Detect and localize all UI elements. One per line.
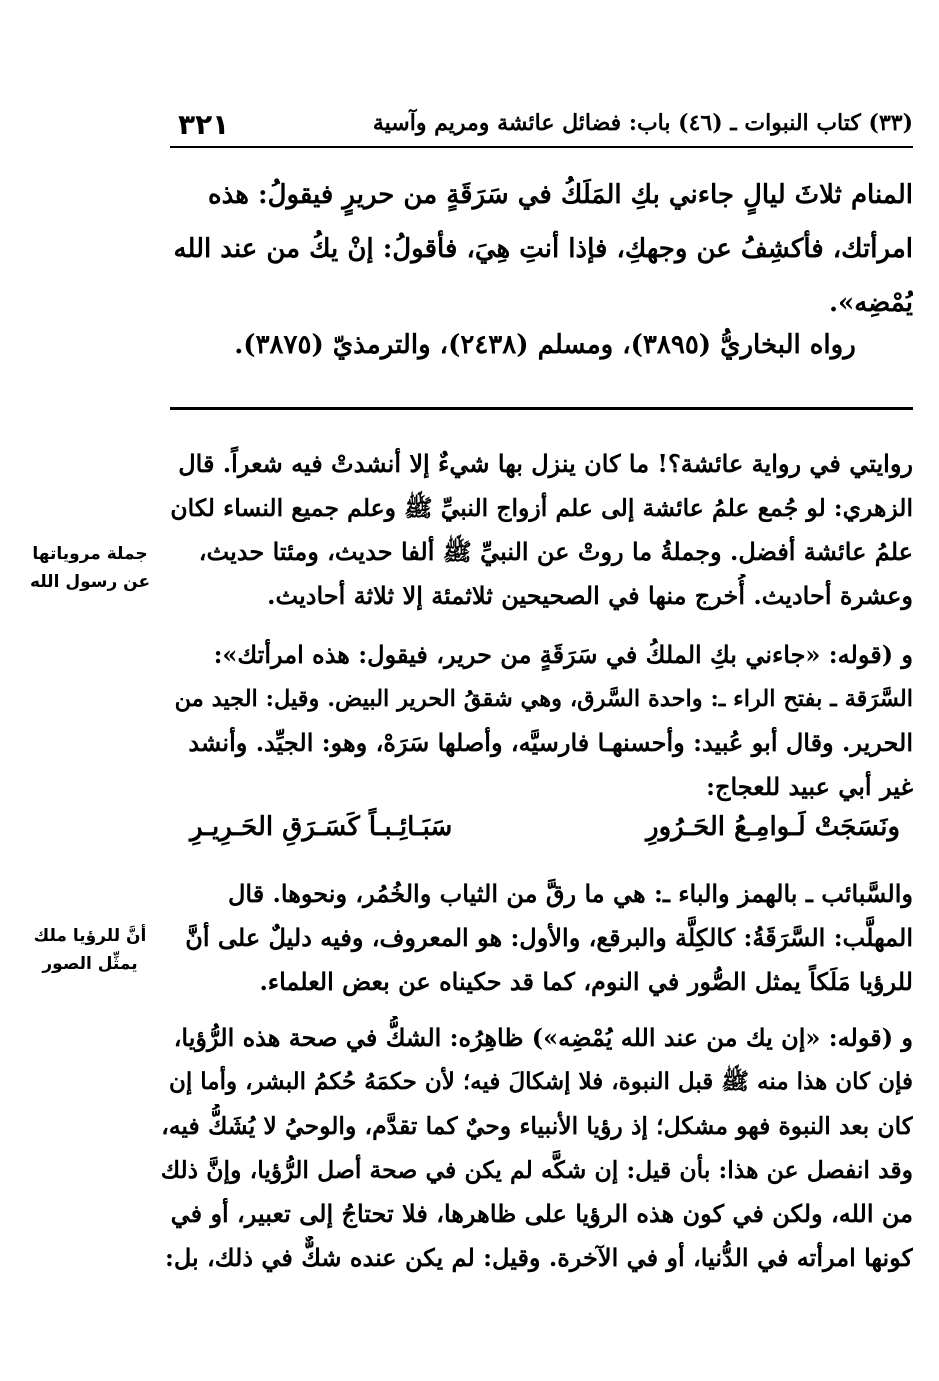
hadith-line: يُمْضِه». — [828, 288, 913, 318]
text-line: والسَّبائب ـ بالهمز والباء ـ: هي ما رقَّ من الثياب والخُمُر، ونحوها. قال — [227, 879, 913, 908]
hadith-line: المنام ثلاثَ ليالٍ جاءني بكِ المَلَكُ في سَرَقَةٍ من حريرٍ فيقولُ: هذه — [207, 180, 913, 210]
header-rule — [170, 146, 913, 148]
text-line: السَّرَقة ـ بفتح الراء ـ: واحدة السَّرق، وهي شققُ الحرير البيض. وقيل: الجيد من — [174, 686, 913, 712]
running-head: (٣٣) كتاب النبوات ـ (٤٦) باب: فضائل عائشة ومريم وآسية — [372, 110, 913, 136]
margin-note-dream-angel — [20, 922, 160, 978]
section-separator — [170, 407, 913, 410]
text-line: غير أبي عبيد للعجاج: — [706, 772, 913, 801]
commentary-paragraph-4 — [160, 1016, 913, 1280]
text-line: روايتي في رواية عائشة؟! ما كان ينزل بها شيءٌ إلا أنشدتْ فيه شعراً. قال — [178, 449, 913, 478]
commentary-paragraph-2 — [160, 633, 913, 809]
page-header — [170, 104, 913, 144]
poem-hemistich-1: ونَسَجَتْ لَـوامِـعُ الحَـرُورِ — [646, 812, 900, 842]
margin-note-line: عن رسول الله — [29, 572, 151, 592]
hadith-text — [160, 168, 913, 330]
text-line: و (قوله: «جاءني بكِ الملكُ في سَرَقَةٍ من حرير، فيقول: هذه امرأتك»: — [213, 640, 913, 669]
margin-note-line: أنَّ للرؤيا ملك — [33, 926, 147, 946]
text-line: كونها امرأته في الدُّنيا، أو في الآخرة. وقيل: لم يكن عنده شكٌّ في ذلك، بل: — [164, 1243, 913, 1272]
margin-note-line: جملة مروياتها — [32, 544, 148, 564]
hadith-line: امرأتك، فأكشِفُ عن وجهكِ، فإذا أنتِ هِيَ، فأقولُ: إنْ يكُ من عند الله — [173, 234, 913, 264]
poem-hemistich-2: سَبَـائِـبـاً كَسَـرَقِ الحَـرِيـرِ — [190, 812, 453, 842]
text-line: علمُ عائشة أفضل. وجملةُ ما روتْ عن النبيِّ ﷺ ألفا حديث، ومئتا حديث، — [198, 537, 913, 566]
commentary-paragraph-3 — [160, 872, 913, 1004]
text-line: للرؤيا مَلَكاً يمثل الصُّور في النوم، كما قد حكيناه عن بعض العلماء. — [259, 967, 913, 996]
text-line: كان بعد النبوة فهو مشكل؛ إذ رؤيا الأنبياء وحيٌ كما تقدَّم، والوحيُ لا يُشَكُّ فيه، — [161, 1112, 913, 1140]
text-line: فإن كان هذا منه ﷺ قبل النبوة، فلا إشكالَ فيه؛ لأن حكمَهُ حُكمُ البشر، وأما إن — [168, 1068, 913, 1095]
text-line: من الله، ولكن في كون هذه الرؤيا على ظاهرها، فلا تحتاجُ إلى تعبير، أو في — [170, 1199, 913, 1228]
text-line: و (قوله: «إن يك من عند الله يُمْضِه») ظاهِرُه: الشكُّ في صحة هذه الرُّؤيا، — [173, 1023, 913, 1052]
page-number: ٣٢١ — [178, 108, 230, 141]
commentary-paragraph-1 — [160, 442, 913, 618]
text-line: المهلَّب: السَّرَقَةُ: كالكِلَّة والبرقع، والأول: هو المعروف، وفيه دليلٌ على أنَّ — [185, 923, 913, 952]
text-line: وعشرة أحاديث. أُخرج منها في الصحيحين ثلاثمئة إلا ثلاثة أحاديث. — [267, 581, 913, 610]
margin-note-line: يمثِّل الصور — [42, 954, 138, 974]
hadith-source: رواه البخاريُّ (٣٨٩٥)، ومسلم (٢٤٣٨)، والترمذيّ (٣٨٧٥). — [234, 330, 856, 360]
text-line: الزهري: لو جُمع علمُ عائشة إلى علم أزواج النبيِّ ﷺ وعلم جميع النساء لكان — [170, 494, 913, 522]
text-line: وقد انفصل عن هذا: بأن قيل: إن شكَّه لم يكن في صحة أصل الرُّؤيا، وإنَّ ذلك — [160, 1156, 913, 1184]
margin-note-narrations — [20, 540, 160, 596]
poem-verse — [190, 812, 900, 862]
text-line: الحرير. وقال أبو عُبيد: وأحسنهـا فارسيَّه، وأصلها سَرَهْ، وهو: الجيِّد. وأنشد — [188, 728, 913, 757]
